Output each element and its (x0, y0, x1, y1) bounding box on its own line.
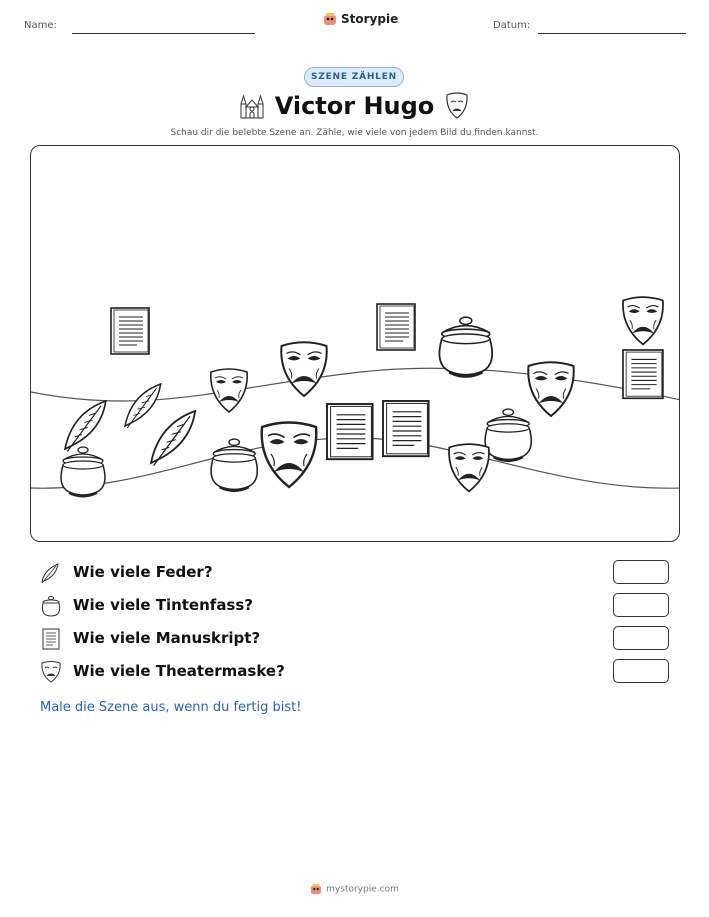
footer-site-text: mystorypie.com (326, 884, 399, 895)
scene-theater-mask (281, 342, 326, 396)
scene-quill (65, 401, 106, 451)
manuscript-icon (40, 628, 62, 650)
scene-theater-mask (262, 423, 317, 488)
quill-icon (40, 562, 62, 584)
footer-site (0, 883, 709, 895)
scene-illustration (30, 145, 680, 542)
question-quill-text: Wie viele Feder? (73, 563, 213, 581)
scene-manuscript (377, 304, 415, 350)
scene-theater-mask (211, 369, 247, 412)
scene-theater-mask (449, 444, 489, 491)
scene-canvas (31, 146, 680, 542)
instructions-text: Schau dir die belebte Szene an. Zähle, wie viele von jedem Bild du finden kannst. (170, 128, 539, 138)
scene-inkwell (439, 317, 492, 376)
scene-manuscript (383, 401, 429, 456)
question-row-inkwell (40, 593, 672, 619)
scene-inkwell (485, 409, 531, 461)
scene-theater-mask (528, 362, 573, 416)
question-row-manuscript (40, 626, 672, 652)
scene-count-badge: SZENE ZÄHLEN (304, 67, 404, 87)
scene-manuscript (111, 308, 149, 354)
date-label: Datum: (493, 20, 531, 31)
answer-box-manuscript[interactable] (613, 626, 669, 650)
question-theater-mask-text: Wie viele Theatermaske? (73, 662, 285, 680)
question-row-quill (40, 560, 672, 586)
answer-box-theater-mask[interactable] (613, 659, 669, 683)
brand-logo (323, 12, 398, 26)
brand-name: Storypie (341, 12, 399, 26)
inkwell-icon (40, 595, 62, 617)
scene-quill (125, 384, 161, 428)
question-row-theater-mask (40, 659, 672, 685)
theater-mask-icon (40, 661, 62, 683)
question-manuscript-text: Wie viele Manuskript? (73, 629, 261, 647)
coloring-note: Male die Szene aus, wenn du fertig bist! (40, 700, 302, 715)
scene-manuscript (327, 404, 373, 459)
name-line[interactable] (72, 33, 255, 34)
scene-theater-mask (623, 297, 663, 344)
question-inkwell-text: Wie viele Tintenfass? (73, 596, 253, 614)
date-line[interactable] (538, 33, 686, 34)
name-label: Name: (24, 20, 57, 31)
scene-inkwell (211, 439, 257, 491)
storypie-logo-icon (323, 12, 337, 26)
scene-manuscript (623, 350, 663, 398)
answer-box-inkwell[interactable] (613, 593, 669, 617)
theater-mask-icon (444, 92, 470, 120)
scene-inkwell (61, 447, 105, 497)
answer-box-quill[interactable] (613, 560, 669, 584)
storypie-logo-icon (310, 883, 322, 895)
page-title: Victor Hugo (274, 92, 435, 120)
scene-quill (151, 411, 195, 466)
